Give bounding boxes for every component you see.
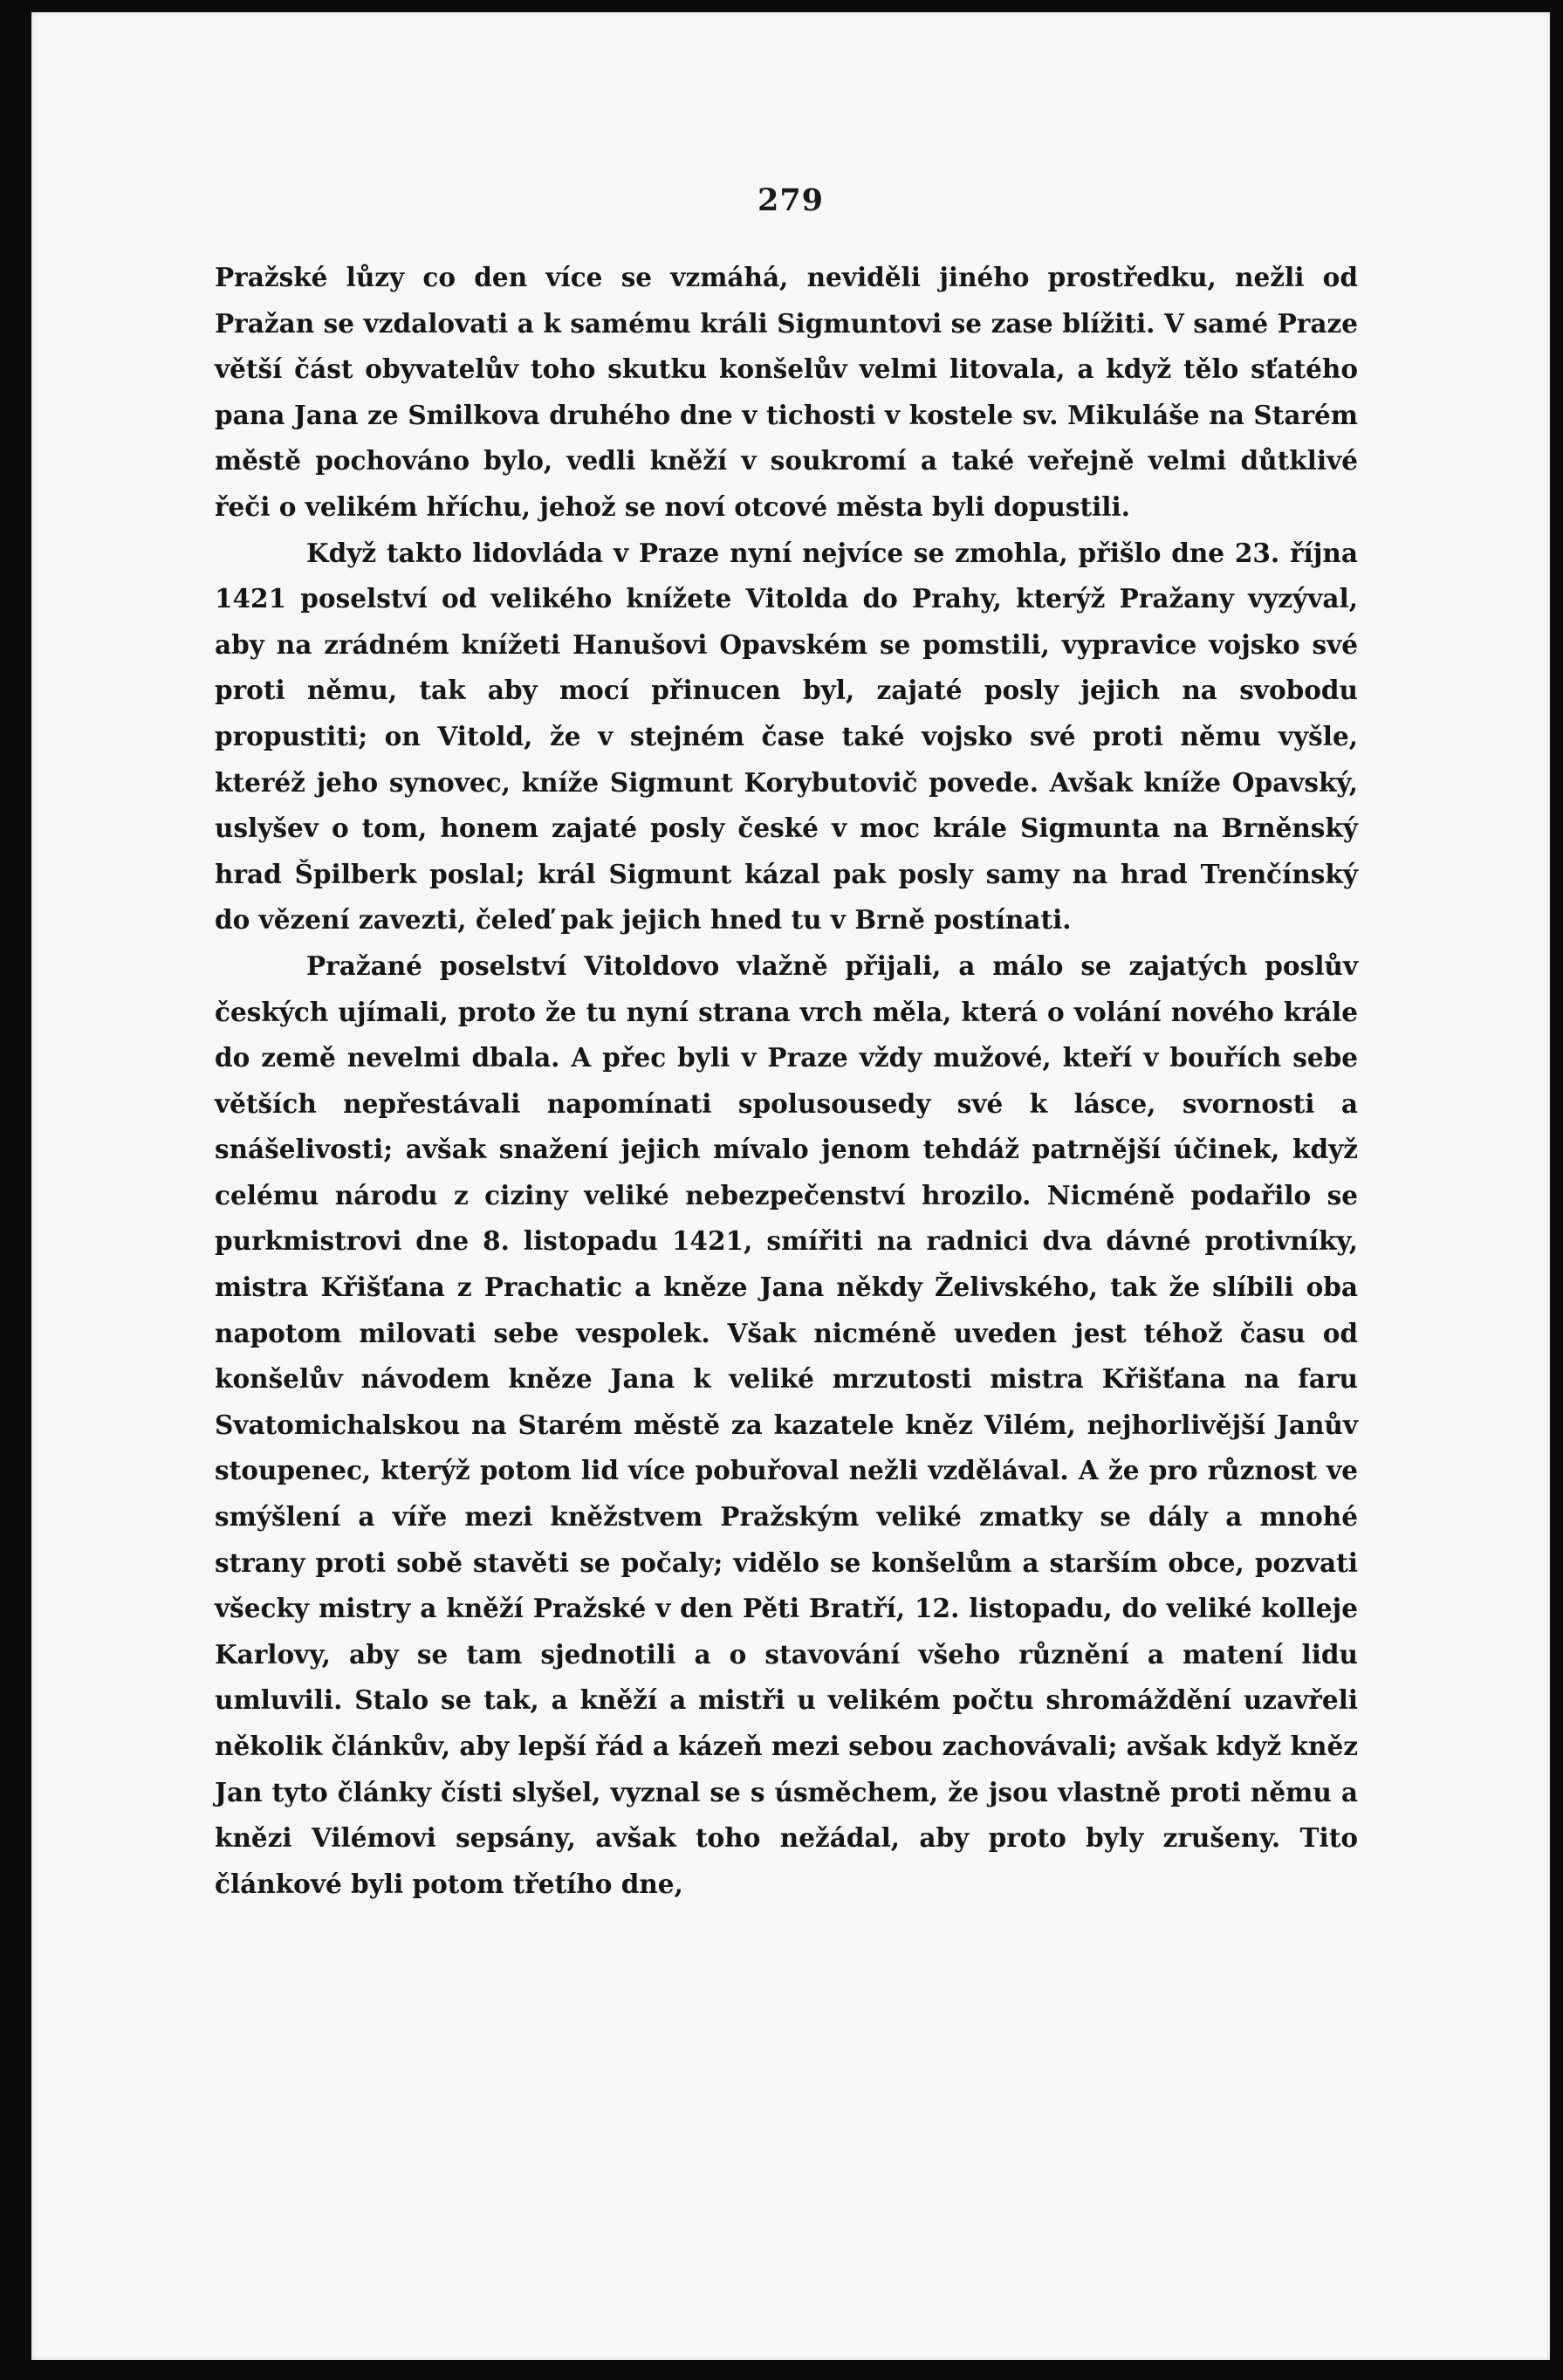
page-number: 279 [757,182,825,218]
paragraph-continued: Pražské lůzy co den více se vzmáhá, neviděli jiného prostředku, nežli od Pražan se vzdalovati a k samému králi Sigmuntovi se zase blížiti. V samé Praze větší část obyvatelův toho skutku konšelův velmi litovala, a když tělo sťatého pana Jana ze Smilkova druhého dne v tichosti v kostele sv. Mikuláše na Starém městě pochováno bylo, vedli kněží v soukromí a také veřejně velmi důtklivé řeči o velikém hříchu, jehož se noví otcové města byli dopustili. [215,262,1358,522]
book-page [31,12,1550,2360]
body-text [215,255,1358,1907]
paragraph: Když takto lidovláda v Praze nyní nejvíce se zmohla, přišlo dne 23. října 1421 poselství od velikého knížete Vitolda do Prahy, kterýž Pražany vyzýval, aby na zrádném knížeti Hanušovi Opavském se pomstili, vypravice vojsko své proti němu, tak aby mocí přinucen byl, zajaté posly jejich na svobodu propustiti; on Vitold, že v stejném čase také vojsko své proti němu vyšle, kteréž jeho synovec, kníže Sigmunt Korybutovič povede. Avšak kníže Opavský, uslyšev o tom, honem zajaté posly české v moc krále Sigmunta na Brněnský hrad Špilberk poslal; král Sigmunt kázal pak posly samy na hrad Trenčínský do vězení zavezti, čeleď pak jejich hned tu v Brně postínati. [215,537,1358,936]
paragraph: Pražané poselství Vitoldovo vlažně přijali, a málo se zajatých poslův českých ujímali, proto že tu nyní strana vrch měla, která o volání nového krále do země nevelmi dbala. A přec byli v Praze vždy mužové, kteří v bouřích sebe větších nepřestávali napomínati spolusousedy své k lásce, svornosti a snášelivosti; avšak snažení jejich mívalo jenom tehdáž patrnější účinek, když celému národu z ciziny veliké nebezpečenství hrozilo. Nicméně podařilo se purkmistrovi dne 8. listopadu 1421, smířiti na radnici dva dávné protivníky, mistra Křišťana z Prachatic a kněze Jana někdy Želivského, tak že slíbili oba napotom milovati sebe vespolek. Však nicméně uveden jest téhož času od konšelův návodem kněze Jana k veliké mrzutosti mistra Křišťana na faru Svatomichalskou na Starém městě za kazatele kněz Vilém, nejhorlivější Janův stoupenec, kterýž potom lid více pobuřoval nežli vzdělával. A že pro různost ve smýšlení a víře mezi kněžstvem Pražským veliké zmatky se dály a mnohé strany proti sobě stavěti se počaly; vidělo se konšelům a starším obce, pozvati všecky mistry a kněží Pražské v den Pěti Bratří, 12. listopadu, do veliké kolleje Karlovy, aby se tam sjednotili a o stavování všeho různění a matení lidu umluvili. Stalo se tak, a kněží a mistři u velikém počtu shromáždění uzavřeli několik článkův, aby lepší řád a kázeň mezi sebou zachovávali; avšak když kněz Jan tyto články čísti slyšel, vyznal se s úsměchem, že jsou vlastně proti němu a knězi Vilémovi sepsány, avšak toho nežádal, aby proto byly zrušeny. Tito článkové byli potom třetího dne, [215,950,1358,1899]
